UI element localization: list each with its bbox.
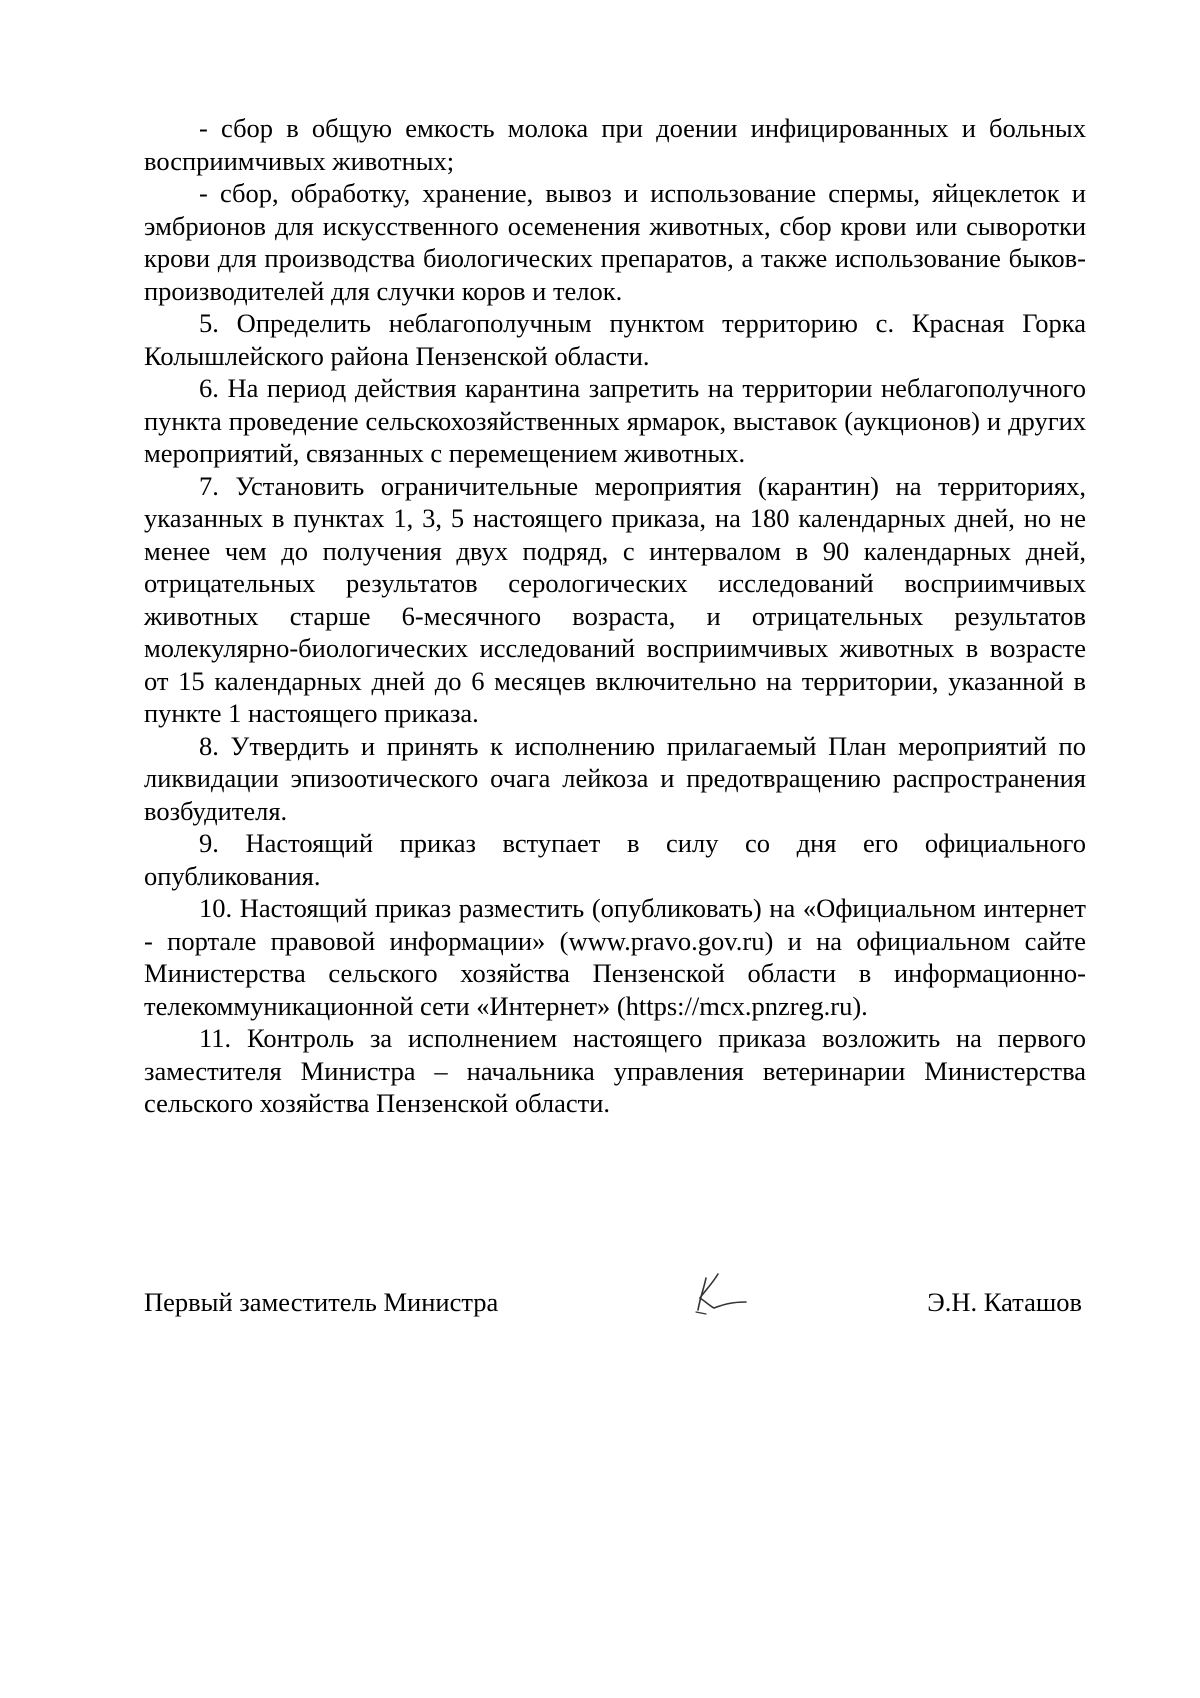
paragraph-item-8: 8. Утвердить и принять к исполнению прилагаемый План мероприятий по ликвидации эпизоотического очага лейкоза и предотвращению распространения возбудителя. <box>144 730 1086 826</box>
paragraph-sperm-collection: - сбор, обработку, хранение, вывоз и использование спермы, яйцеклеток и эмбрионов для искусственного осеменения животных, сбор крови или сыворотки крови для производства биологических препаратов, а также использование быков-производителей для случки коров и телок. <box>144 178 1086 306</box>
signature-block <box>144 1268 1086 1328</box>
document-body <box>144 112 1086 1120</box>
handwritten-signature-icon <box>684 1268 754 1318</box>
paragraph-item-9: 9. Настоящий приказ вступает в силу со дня его официального опубликования. <box>144 828 1086 891</box>
paragraph-item-5: 5. Определить неблагополучным пунктом территорию с. Красная Горка Колышлейского района Пензенской области. <box>144 308 1086 371</box>
paragraph-item-7: 7. Установить ограничительные мероприятия (карантин) на территориях, указанных в пунктах 1, 3, 5 настоящего приказа, на 180 календарных дней, но не менее чем до получения двух подряд, с интервалом в 90 календарных дней, отрицательных результатов серологических исследований восприимчивых животных старше 6-месячного возраста, и отрицательных результатов молекулярно-биологических исследований восприимчивых животных в возрасте от 15 календарных дней до 6 месяцев включительно на территории, указанной в пункте 1 настоящего приказа. <box>144 470 1086 728</box>
paragraph-item-10: 10. Настоящий приказ разместить (опубликовать) на «Официальном интернет - портале правовой информации» (www.pravo.gov.ru) и на официальном сайте Министерства сельского хозяйства Пензенской области в информационно-телекоммуникационной сети «Интернет» (https://mcx.pnzreg.ru). <box>144 893 1086 1021</box>
paragraph-milk-collection: - сбор в общую емкость молока при доении инфицированных и больных восприимчивых животных; <box>144 113 1086 176</box>
paragraph-item-11: 11. Контроль за исполнением настоящего приказа возложить на первого заместителя Министра – начальника управления ветеринарии Министерства сельского хозяйства Пензенской области. <box>144 1023 1086 1118</box>
paragraph-item-6: 6. На период действия карантина запретить на территории неблагополучного пункта проведение сельскохозяйственных ярмарок, выставок (аукционов) и других мероприятий, связанных с перемещением животных. <box>144 373 1086 468</box>
signatory-name: Э.Н. Каташов <box>927 1287 1082 1317</box>
signatory-position: Первый заместитель Министра <box>144 1287 499 1317</box>
